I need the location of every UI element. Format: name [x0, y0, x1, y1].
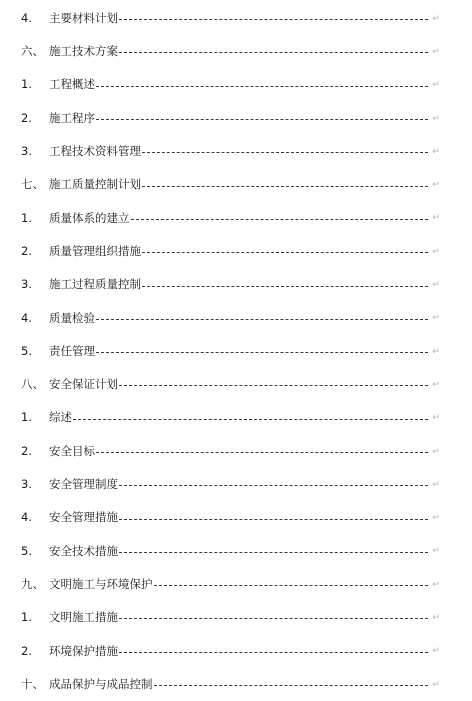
toc-entry-title: 施工程序: [49, 110, 95, 125]
toc-section-entry[interactable]: [21, 568, 441, 601]
dotted-leader: [119, 552, 428, 553]
toc-entry-title: 责任管理: [49, 343, 95, 358]
toc-entry[interactable]: [21, 435, 441, 468]
toc-entry-number: 4.: [21, 510, 32, 525]
toc-entry-title: 质量管理组织措施: [49, 243, 141, 258]
dotted-leader: [142, 152, 428, 153]
toc-entry[interactable]: [21, 102, 441, 135]
toc-entry-title: 文明施工措施: [49, 610, 118, 625]
toc-entry-number: 1.: [21, 77, 32, 92]
return-arrow-icon: ↵: [432, 579, 440, 590]
toc-entry-title: 安全技术措施: [49, 543, 118, 558]
return-arrow-icon: ↵: [432, 113, 440, 124]
dotted-leader: [119, 652, 428, 653]
toc-entry-number: 八、: [21, 377, 44, 392]
toc-entry-title: 施工质量控制计划: [49, 177, 141, 192]
toc-entry-number: 十、: [21, 676, 44, 691]
return-arrow-icon: ↵: [432, 513, 440, 524]
toc-entry-number: 2.: [21, 243, 32, 258]
dotted-leader: [142, 252, 428, 253]
toc-entry-title: 主要材料计划: [49, 10, 118, 25]
return-arrow-icon: ↵: [432, 146, 440, 157]
return-arrow-icon: ↵: [432, 413, 440, 424]
table-of-contents: [21, 2, 441, 701]
dotted-leader: [119, 618, 428, 619]
toc-entry[interactable]: [21, 468, 441, 501]
toc-entry-number: 3.: [21, 277, 32, 292]
return-arrow-icon: ↵: [432, 546, 440, 557]
toc-section-entry[interactable]: [21, 35, 441, 68]
toc-entry-number: 5.: [21, 543, 32, 558]
dotted-leader: [154, 585, 429, 586]
dotted-leader: [119, 52, 428, 53]
toc-entry-title: 质量检验: [49, 310, 95, 325]
toc-entry-number: 1.: [21, 210, 32, 225]
toc-entry-title: 成品保护与成品控制: [49, 676, 153, 691]
toc-entry[interactable]: [21, 202, 441, 235]
dotted-leader: [119, 519, 428, 520]
return-arrow-icon: ↵: [432, 679, 440, 690]
toc-entry-title: 安全管理制度: [49, 477, 118, 492]
return-arrow-icon: ↵: [432, 446, 440, 457]
dotted-leader: [96, 319, 428, 320]
return-arrow-icon: ↵: [432, 80, 440, 91]
return-arrow-icon: ↵: [432, 313, 440, 324]
return-arrow-icon: ↵: [432, 280, 440, 291]
dotted-leader: [154, 685, 429, 686]
dotted-leader: [73, 419, 428, 420]
return-arrow-icon: ↵: [432, 379, 440, 390]
dotted-leader: [96, 452, 428, 453]
dotted-leader: [142, 286, 428, 287]
return-arrow-icon: ↵: [432, 246, 440, 257]
return-arrow-icon: ↵: [432, 479, 440, 490]
toc-entry[interactable]: [21, 268, 441, 301]
toc-entry-number: 3.: [21, 144, 32, 159]
return-arrow-icon: ↵: [432, 13, 440, 24]
toc-entry-title: 安全保证计划: [49, 377, 118, 392]
dotted-leader: [96, 119, 428, 120]
toc-entry-number: 九、: [21, 576, 44, 591]
toc-entry-title: 文明施工与环境保护: [49, 576, 153, 591]
toc-section-entry[interactable]: [21, 368, 441, 401]
return-arrow-icon: ↵: [432, 46, 440, 57]
toc-entry-number: 2.: [21, 110, 32, 125]
toc-entry[interactable]: [21, 535, 441, 568]
toc-entry-number: 七、: [21, 177, 44, 192]
toc-entry-title: 质量体系的建立: [49, 210, 130, 225]
dotted-leader: [96, 86, 428, 87]
toc-entry-title: 工程技术资料管理: [49, 144, 141, 159]
toc-entry-title: 工程概述: [49, 77, 95, 92]
toc-entry-number: 2.: [21, 643, 32, 658]
toc-entry[interactable]: [21, 69, 441, 102]
toc-entry-number: 4.: [21, 10, 32, 25]
toc-entry[interactable]: [21, 402, 441, 435]
toc-entry[interactable]: [21, 335, 441, 368]
return-arrow-icon: ↵: [432, 646, 440, 657]
toc-section-entry[interactable]: [21, 168, 441, 201]
return-arrow-icon: ↵: [432, 346, 440, 357]
toc-entry-title: 安全目标: [49, 443, 95, 458]
dotted-leader: [119, 19, 428, 20]
return-arrow-icon: ↵: [432, 612, 440, 623]
toc-entry[interactable]: [21, 601, 441, 634]
toc-section-entry[interactable]: [21, 668, 441, 701]
dotted-leader: [119, 485, 428, 486]
toc-entry-title: 环境保护措施: [49, 643, 118, 658]
toc-entry-title: 综述: [49, 410, 72, 425]
toc-entry[interactable]: [21, 235, 441, 268]
toc-entry-number: 1.: [21, 410, 32, 425]
toc-entry-title: 施工过程质量控制: [49, 277, 141, 292]
toc-entry[interactable]: [21, 135, 441, 168]
dotted-leader: [119, 385, 428, 386]
dotted-leader: [142, 186, 428, 187]
toc-entry[interactable]: [21, 302, 441, 335]
toc-entry-title: 施工技术方案: [49, 44, 118, 59]
toc-entry-number: 4.: [21, 310, 32, 325]
toc-entry-number: 3.: [21, 477, 32, 492]
toc-entry[interactable]: [21, 635, 441, 668]
toc-entry-number: 六、: [21, 44, 44, 59]
toc-entry[interactable]: [21, 501, 441, 534]
return-arrow-icon: ↵: [432, 213, 440, 224]
toc-entry-number: 1.: [21, 610, 32, 625]
toc-entry-number: 5.: [21, 343, 32, 358]
toc-entry[interactable]: [21, 2, 441, 35]
toc-entry-number: 2.: [21, 443, 32, 458]
dotted-leader: [96, 352, 428, 353]
return-arrow-icon: ↵: [432, 180, 440, 191]
toc-entry-title: 安全管理措施: [49, 510, 118, 525]
dotted-leader: [131, 219, 429, 220]
